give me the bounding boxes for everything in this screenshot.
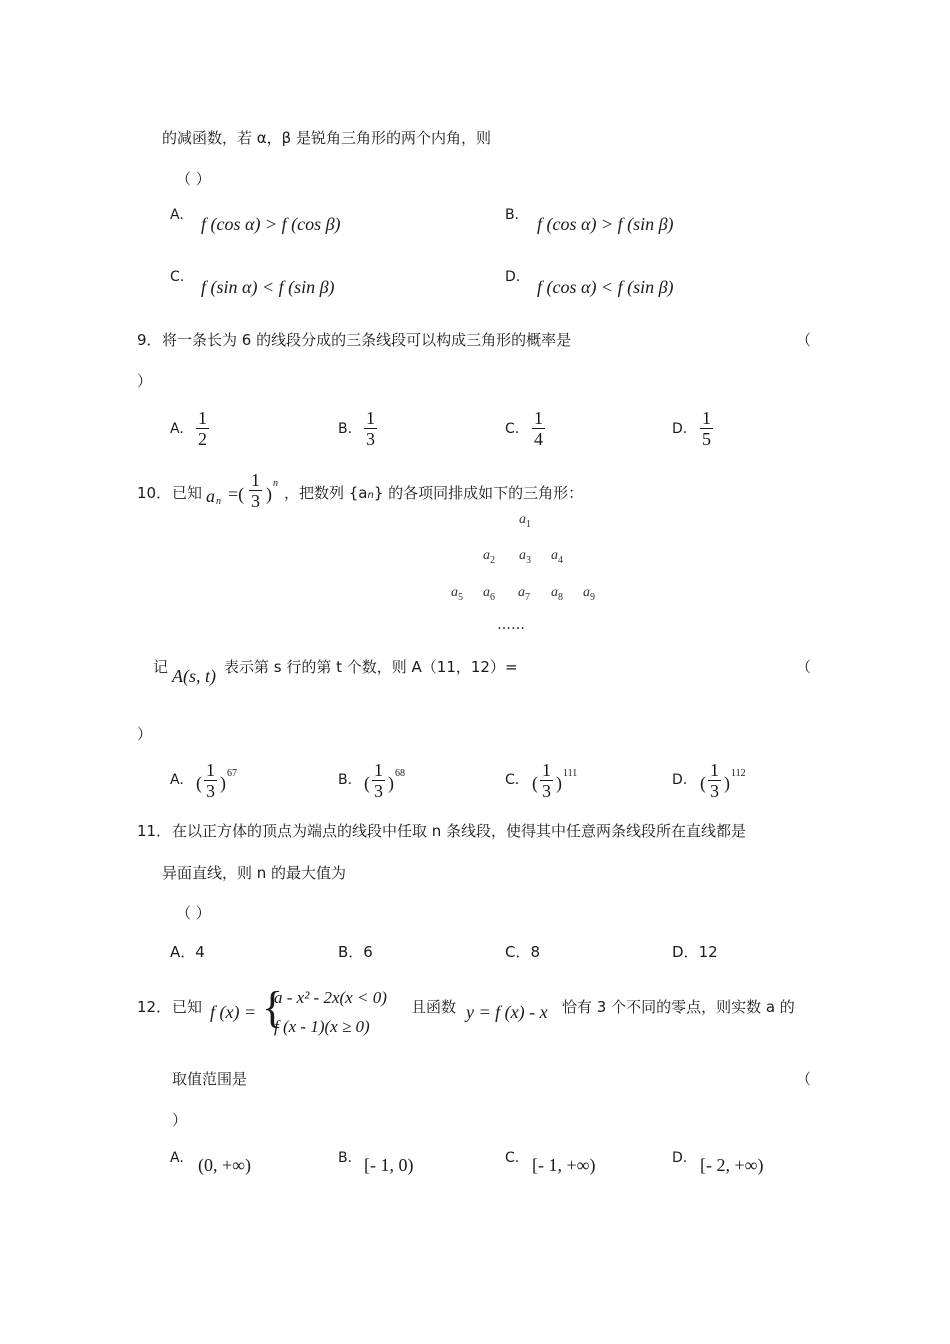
triangle-term-a9: $a_9$ (583, 585, 595, 603)
q11-stem-line1: 在以正方体的顶点为端点的线段中任取 n 条线段，使得其中任意两条线段所在直线都是 (172, 822, 747, 840)
q10-option-d-expr: ( $\frac{1}{3}$ ) 112 (700, 760, 746, 801)
q8-option-a-label: A. (170, 207, 184, 223)
q8-option-b-label: B. (505, 207, 520, 223)
q12-number: 12． (137, 998, 172, 1016)
q9-stem: 将一条长为 6 的线段分成的三条线段可以构成三角形的概率是 (162, 331, 572, 349)
q8-option-b-expr: f (cos α) > f (sin β) (537, 214, 674, 234)
q8-option-d-expr: f (cos α) < f (sin β) (537, 277, 674, 297)
q12-paren-close: ） (172, 1111, 188, 1129)
q12-case1: a - x² - 2x(x < 0) (274, 988, 387, 1007)
q10-line2-text: 表示第 s 行的第 t 个数，则 A（11，12）= (224, 658, 518, 676)
q8-answer-paren: （ ） (176, 170, 211, 188)
q10-option-c-expr: ( $\frac{1}{3}$ ) 111 (532, 760, 578, 801)
triangle-term-a6: $a_6$ (483, 585, 495, 603)
q10-stem: ，把数列 {an} 的各项同排成如下的三角形： (284, 484, 584, 502)
q12-option-d-label: D. (672, 1150, 688, 1166)
q10-line2-expr: A(s, t) (172, 666, 216, 686)
q9-paren-close: ） (137, 372, 153, 390)
q12-piecewise-brace: { (262, 983, 284, 1032)
triangle-ellipsis: …… (497, 617, 525, 633)
q10-option-c-label: C. (505, 772, 520, 788)
q11-option-d: D．12 (672, 943, 718, 961)
q12-option-c-expr: [- 1, +∞) (532, 1155, 596, 1175)
q10-option-d-label: D. (672, 772, 688, 788)
q12-y-expr: y = f (x) - x (466, 1002, 548, 1022)
q9-paren-open: （ (796, 331, 812, 349)
q12-fx: f (x) = (210, 1002, 257, 1022)
q12-option-b-expr: [- 1, 0) (364, 1155, 414, 1175)
q10-line2-prefix: 记 (153, 658, 169, 676)
q10-paren-open: （ (796, 658, 812, 676)
q10-fraction: $\frac{1}{3}$ (251, 470, 260, 511)
q11-number: 11． (137, 822, 172, 840)
q9-option-a-fraction: $\frac{1}{2}$ (198, 408, 207, 449)
q9-number: 9． (137, 331, 162, 349)
q8-stem-continuation: 的减函数，若 α，β 是锐角三角形的两个内角，则 (162, 129, 491, 147)
q9-option-c-label: C. (505, 421, 520, 437)
q9-option-a-label: A. (170, 421, 184, 437)
q9-option-d-fraction: $\frac{1}{5}$ (702, 408, 711, 449)
triangle-term-a2: $a_2$ (483, 548, 495, 566)
q10-option-a-label: A. (170, 772, 184, 788)
triangle-term-a4: $a_4$ (551, 548, 563, 566)
q11-answer-paren: （ ） (176, 904, 211, 922)
q12-option-a-label: A. (170, 1150, 184, 1166)
q8-option-a-expr: f (cos α) > f (cos β) (201, 214, 341, 234)
q12-mid-text: 且函数 (411, 998, 457, 1016)
q12-paren-open: （ (796, 1070, 812, 1088)
triangle-term-a8: $a_8$ (551, 585, 563, 603)
q12-case2: f (x - 1)(x ≥ 0) (274, 1017, 370, 1036)
q12-option-d-expr: [- 2, +∞) (700, 1155, 764, 1175)
q8-option-d-label: D. (505, 269, 521, 285)
q12-option-b-label: B. (338, 1150, 353, 1166)
q10-prefix: 已知 (172, 484, 203, 502)
triangle-term-a5: $a_5$ (451, 585, 463, 603)
q12-option-c-label: C. (505, 1150, 520, 1166)
triangle-term-a1: $a_1$ (519, 512, 531, 530)
q8-option-c-expr: f (sin α) < f (sin β) (201, 277, 335, 297)
q12-prefix: 已知 (172, 998, 203, 1016)
q11-stem-line2: 异面直线，则 n 的最大值为 (162, 864, 347, 882)
q12-option-a-expr: (0, +∞) (198, 1155, 251, 1175)
q10-option-b-expr: ( $\frac{1}{3}$ ) 68 (364, 760, 405, 801)
q11-option-b: B．6 (338, 943, 373, 961)
q10-option-b-label: B. (338, 772, 353, 788)
q11-option-a: A．4 (170, 943, 205, 961)
triangle-term-a3: $a_3$ (519, 548, 531, 566)
q9-option-b-fraction: $\frac{1}{3}$ (366, 408, 375, 449)
triangle-term-a7: $a_7$ (518, 585, 530, 603)
q12-stem-line2: 取值范围是 (172, 1070, 248, 1088)
q10-number: 10． (137, 484, 172, 502)
q9-option-d-label: D. (672, 421, 688, 437)
q9-option-b-label: B. (338, 421, 353, 437)
q9-option-c-fraction: $\frac{1}{4}$ (534, 408, 543, 449)
q8-option-c-label: C. (170, 269, 185, 285)
q12-stem-suffix: 恰有 3 个不同的零点，则实数 a 的 (562, 998, 795, 1016)
q10-paren-close: ） (137, 725, 153, 743)
q10-option-a-expr: ( $\frac{1}{3}$ ) 67 (196, 760, 237, 801)
q11-option-c: C．8 (505, 943, 541, 961)
